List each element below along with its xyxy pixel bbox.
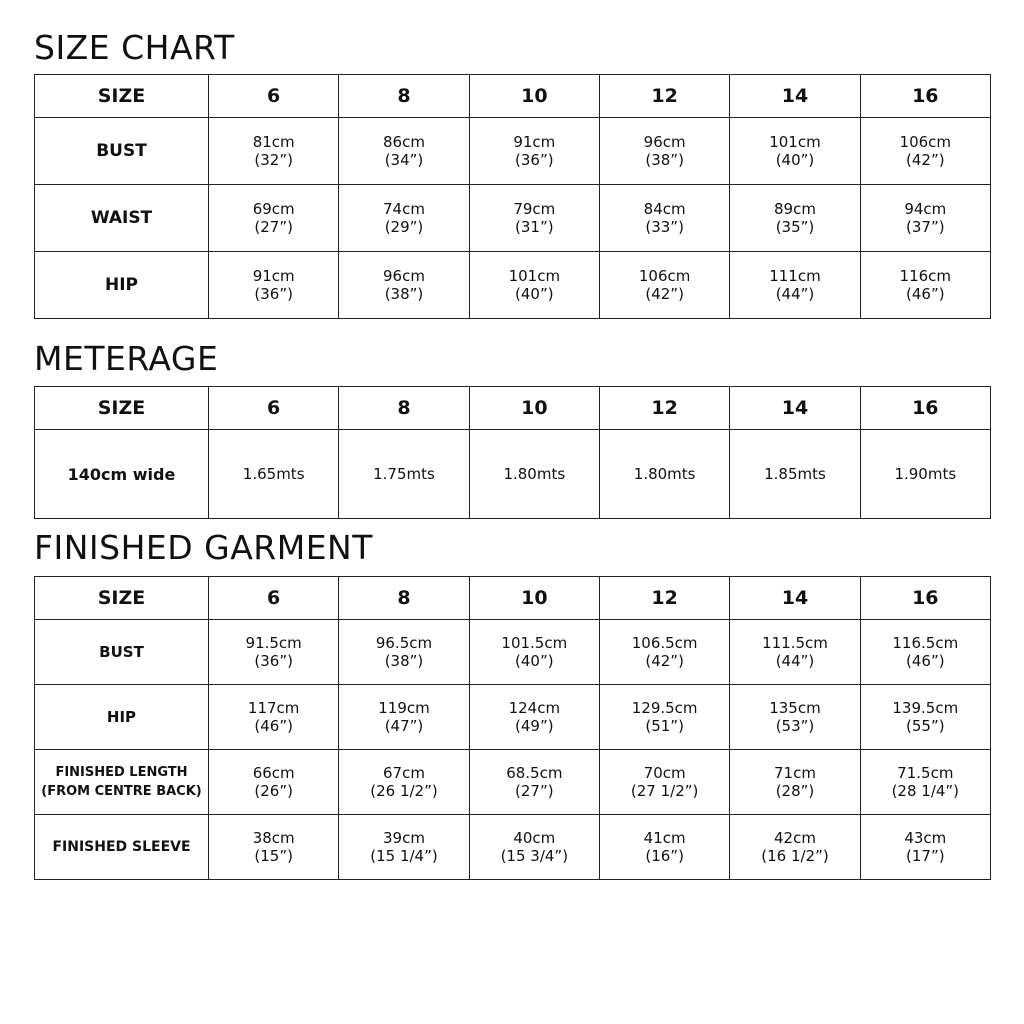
table-row <box>35 430 991 519</box>
cm-value: 40cm <box>513 829 556 847</box>
cm-value: 38cm <box>252 829 295 847</box>
inch-value: (42”) <box>645 285 684 303</box>
inch-value: (55”) <box>906 717 945 735</box>
table-row <box>35 815 991 880</box>
size-chart-size-14: 14 <box>730 75 860 118</box>
cm-value: 124cm <box>508 699 561 717</box>
measurement-cell <box>339 750 469 815</box>
row-label-waist: WAIST <box>35 185 209 252</box>
measurement-cell <box>339 685 469 750</box>
meterage-cell <box>339 430 469 519</box>
inch-value: (17”) <box>906 847 945 865</box>
cm-value: 139.5cm <box>892 699 959 717</box>
inch-value: (26”) <box>254 782 293 800</box>
meterage-value: 1.85mts <box>764 465 826 483</box>
cm-value: 106cm <box>899 133 952 151</box>
row-label-subline: (FROM CENTRE BACK) <box>41 784 202 799</box>
meterage-value: 1.75mts <box>373 465 435 483</box>
cm-value: 111.5cm <box>762 634 828 652</box>
size-chart-size-12: 12 <box>599 75 729 118</box>
finished-garment-size-10: 10 <box>469 577 599 620</box>
row-label-bust: BUST <box>35 118 209 185</box>
finished-garment-size-16: 16 <box>860 577 990 620</box>
cm-value: 71cm <box>774 764 816 782</box>
measurement-cell <box>599 620 729 685</box>
cm-value: 96cm <box>383 267 425 285</box>
table-row <box>35 685 991 750</box>
inch-value: (28”) <box>775 782 815 800</box>
inch-value: (38”) <box>645 151 684 169</box>
inch-value: (46”) <box>254 717 293 735</box>
inch-value: (51”) <box>645 717 684 735</box>
inch-value: (28 1/4”) <box>891 782 960 800</box>
measurement-cell <box>730 118 860 185</box>
inch-value: (15”) <box>254 847 293 865</box>
meterage-size-8: 8 <box>339 387 469 430</box>
inch-value: (44”) <box>775 285 815 303</box>
measurement-cell <box>339 620 469 685</box>
measurement-cell <box>339 118 469 185</box>
row-label-finished-sleeve: FINISHED SLEEVE <box>35 815 209 880</box>
meterage-value: 1.90mts <box>894 465 957 483</box>
cm-value: 43cm <box>904 829 947 847</box>
table-row <box>35 750 991 815</box>
measurement-cell <box>599 815 729 880</box>
cm-value: 41cm <box>643 829 686 847</box>
cm-value: 66cm <box>252 764 295 782</box>
cm-value: 116.5cm <box>892 634 959 652</box>
cm-value: 81cm <box>252 133 295 151</box>
measurement-cell <box>860 815 990 880</box>
cm-value: 42cm <box>774 829 816 847</box>
measurement-cell <box>860 750 990 815</box>
finished-garment-size-14: 14 <box>730 577 860 620</box>
inch-value: (46”) <box>906 285 945 303</box>
table-row <box>35 185 991 252</box>
finished-garment-header-row <box>35 577 991 620</box>
inch-value: (27”) <box>515 782 554 800</box>
meterage-header-label: SIZE <box>35 387 209 430</box>
inch-value: (38”) <box>384 285 424 303</box>
measurement-cell <box>469 620 599 685</box>
cm-value: 91cm <box>252 267 295 285</box>
cm-value: 91.5cm <box>245 634 302 652</box>
finished-garment-header-label: SIZE <box>35 577 209 620</box>
measurement-cell <box>469 118 599 185</box>
measurement-cell <box>209 620 339 685</box>
finished-garment-size-6: 6 <box>209 577 339 620</box>
measurement-cell <box>730 252 860 319</box>
measurement-cell <box>730 685 860 750</box>
cm-value: 91cm <box>513 133 556 151</box>
measurement-cell <box>469 685 599 750</box>
measurement-cell <box>469 252 599 319</box>
finished-garment-size-8: 8 <box>339 577 469 620</box>
size-chart-title: SIZE CHART <box>34 28 235 67</box>
finished-garment-table <box>34 576 991 880</box>
meterage-value: 1.80mts <box>503 465 566 483</box>
meterage-size-12: 12 <box>599 387 729 430</box>
measurement-cell <box>860 185 990 252</box>
cm-value: 106.5cm <box>631 634 698 652</box>
measurement-cell <box>209 685 339 750</box>
inch-value: (49”) <box>515 717 554 735</box>
meterage-cell <box>730 430 860 519</box>
inch-value: (53”) <box>775 717 815 735</box>
cm-value: 70cm <box>643 764 686 782</box>
size-chart-size-10: 10 <box>469 75 599 118</box>
table-row <box>35 118 991 185</box>
inch-value: (16 1/2”) <box>761 847 829 865</box>
measurement-cell <box>860 620 990 685</box>
measurement-cell <box>339 815 469 880</box>
inch-value: (16”) <box>645 847 684 865</box>
inch-value: (35”) <box>775 218 815 236</box>
meterage-size-16: 16 <box>860 387 990 430</box>
cm-value: 67cm <box>383 764 425 782</box>
meterage-size-10: 10 <box>469 387 599 430</box>
measurement-cell <box>599 185 729 252</box>
row-label-hip: HIP <box>35 685 209 750</box>
finished-garment-size-12: 12 <box>599 577 729 620</box>
meterage-size-14: 14 <box>730 387 860 430</box>
inch-value: (42”) <box>906 151 945 169</box>
inch-value: (42”) <box>645 652 684 670</box>
inch-value: (46”) <box>906 652 945 670</box>
cm-value: 101cm <box>769 133 821 151</box>
measurement-cell <box>209 185 339 252</box>
row-label-bust: BUST <box>35 620 209 685</box>
inch-value: (34”) <box>384 151 424 169</box>
measurement-cell <box>599 685 729 750</box>
inch-value: (37”) <box>906 218 945 236</box>
table-row <box>35 252 991 319</box>
cm-value: 68.5cm <box>506 764 563 782</box>
measurement-cell <box>209 118 339 185</box>
size-chart-table <box>34 74 991 319</box>
cm-value: 94cm <box>904 200 947 218</box>
cm-value: 106cm <box>638 267 691 285</box>
cm-value: 96cm <box>643 133 686 151</box>
cm-value: 74cm <box>383 200 425 218</box>
measurement-cell <box>209 815 339 880</box>
meterage-cell <box>599 430 729 519</box>
cm-value: 129.5cm <box>631 699 698 717</box>
inch-value: (15 3/4”) <box>500 847 569 865</box>
cm-value: 111cm <box>769 267 821 285</box>
inch-value: (36”) <box>515 151 554 169</box>
measurement-cell <box>730 750 860 815</box>
table-row <box>35 620 991 685</box>
measurement-cell <box>469 750 599 815</box>
inch-value: (27 1/2”) <box>630 782 699 800</box>
cm-value: 84cm <box>643 200 686 218</box>
measurement-cell <box>730 815 860 880</box>
measurement-cell <box>469 185 599 252</box>
inch-value: (29”) <box>384 218 424 236</box>
measurement-cell <box>209 750 339 815</box>
cm-value: 96.5cm <box>375 634 433 652</box>
measurement-cell <box>209 252 339 319</box>
measurement-cell <box>339 185 469 252</box>
cm-value: 117cm <box>247 699 300 717</box>
inch-value: (15 1/4”) <box>370 847 438 865</box>
inch-value: (31”) <box>515 218 554 236</box>
cm-value: 86cm <box>383 133 425 151</box>
size-chart-header-label: SIZE <box>35 75 209 118</box>
measurement-cell <box>469 815 599 880</box>
inch-value: (32”) <box>254 151 293 169</box>
row-label-fabric-width: 140cm wide <box>35 430 209 519</box>
cm-value: 69cm <box>252 200 295 218</box>
inch-value: (40”) <box>515 285 554 303</box>
inch-value: (36”) <box>254 652 293 670</box>
cm-value: 39cm <box>383 829 425 847</box>
measurement-cell <box>339 252 469 319</box>
measurement-cell <box>730 620 860 685</box>
cm-value: 89cm <box>774 200 816 218</box>
measurement-cell <box>599 118 729 185</box>
meterage-header-row <box>35 387 991 430</box>
cm-value: 79cm <box>513 200 556 218</box>
cm-value: 101.5cm <box>501 634 568 652</box>
inch-value: (33”) <box>645 218 684 236</box>
inch-value: (26 1/2”) <box>370 782 438 800</box>
measurement-cell <box>599 750 729 815</box>
row-label-hip: HIP <box>35 252 209 319</box>
size-chart-header-row <box>35 75 991 118</box>
inch-value: (27”) <box>254 218 293 236</box>
meterage-cell <box>469 430 599 519</box>
cm-value: 101cm <box>508 267 561 285</box>
cm-value: 71.5cm <box>897 764 954 782</box>
measurement-cell <box>860 685 990 750</box>
finished-garment-title: FINISHED GARMENT <box>34 528 373 567</box>
meterage-value: 1.65mts <box>242 465 305 483</box>
measurement-cell <box>730 185 860 252</box>
size-chart-size-6: 6 <box>209 75 339 118</box>
measurement-cell <box>599 252 729 319</box>
measurement-cell <box>860 118 990 185</box>
measurement-cell <box>860 252 990 319</box>
meterage-title: METERAGE <box>34 339 219 378</box>
row-label-finished-length <box>35 750 209 815</box>
size-chart-size-8: 8 <box>339 75 469 118</box>
cm-value: 116cm <box>899 267 952 285</box>
row-label-line: FINISHED LENGTH <box>55 765 188 780</box>
inch-value: (38”) <box>384 652 424 670</box>
inch-value: (40”) <box>515 652 554 670</box>
inch-value: (44”) <box>775 652 815 670</box>
meterage-cell <box>860 430 990 519</box>
inch-value: (47”) <box>384 717 424 735</box>
inch-value: (40”) <box>775 151 815 169</box>
meterage-size-6: 6 <box>209 387 339 430</box>
inch-value: (36”) <box>254 285 293 303</box>
size-chart-size-16: 16 <box>860 75 990 118</box>
cm-value: 119cm <box>378 699 430 717</box>
meterage-table <box>34 386 991 519</box>
meterage-cell <box>209 430 339 519</box>
meterage-value: 1.80mts <box>633 465 696 483</box>
cm-value: 135cm <box>769 699 821 717</box>
